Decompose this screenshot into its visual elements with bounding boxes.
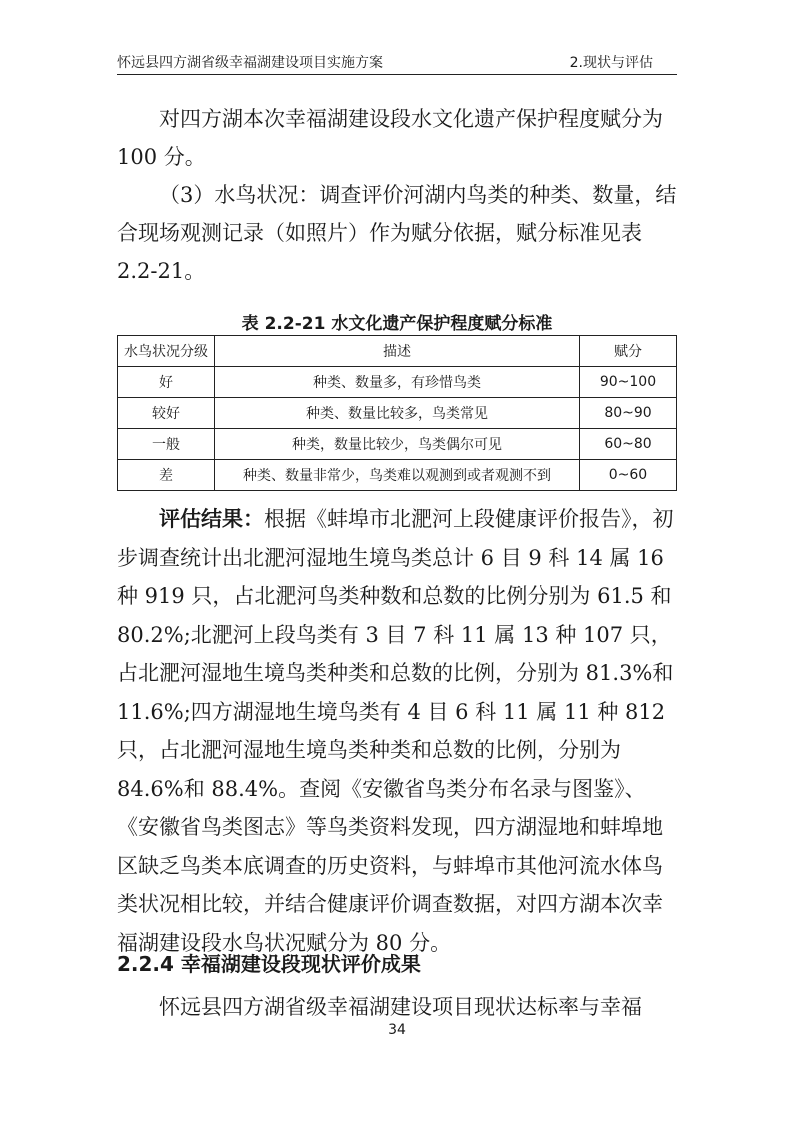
- table-cell-score: 80~90: [580, 398, 677, 429]
- table-header-row: [118, 336, 677, 367]
- table-cell-grade: 好: [118, 367, 215, 398]
- section-heading: 2.2.4 幸福湖建设段现状评价成果: [117, 952, 421, 976]
- page-number: 34: [388, 1022, 406, 1038]
- section-paragraph: 怀远县四方湖省级幸福湖建设项目现状达标率与幸福: [159, 995, 642, 1019]
- paragraph-heritage-score: 对四方湖本次幸福湖建设段水文化遗产保护程度赋分为 100 分。: [117, 107, 663, 169]
- table-row: [118, 460, 677, 491]
- table-row: [118, 367, 677, 398]
- table-cell-grade: 一般: [118, 429, 215, 460]
- table-row: [118, 398, 677, 429]
- scoring-standard-table: [117, 335, 677, 491]
- table-header-cell: 水鸟状况分级: [118, 336, 215, 367]
- header-document-title: 怀远县四方湖省级幸福湖建设项目实施方案: [117, 55, 383, 71]
- table-cell-description: 种类、数量比较多，鸟类常见: [215, 398, 580, 429]
- table-cell-description: 种类，数量比较少，鸟类偶尔可见: [215, 429, 580, 460]
- evaluation-result-label: 评估结果：: [159, 507, 264, 531]
- header-chapter-title: 2.现状与评估: [569, 55, 653, 71]
- table-cell-description: 种类、数量多，有珍惜鸟类: [215, 367, 580, 398]
- table-header-cell: 描述: [215, 336, 580, 367]
- table-cell-score: 90~100: [580, 367, 677, 398]
- evaluation-result-text: 根据《蚌埠市北淝河上段健康评价报告》，初步调查统计出北淝河湿地生境鸟类总计 6 目 9 科 14 属 16 种 919 只，占北淝河鸟类种数和总数的比例分别为 61.5 和 80.2%;北淝河上段鸟类有 3 目 7 科 11 属 13 种 107 只，占北淝河湿地生境鸟类种类和总数的比例，分别为 81.3%和 11.6%;四方湖湿地生境鸟类有 4 目 6 科 11 属 11 种 812 只，占北淝河湿地生境鸟类种类和总数的比例，分别为 84.6%和 88.4%。查阅《安徽省鸟类分布名录与图鉴》、《安徽省鸟类图志》等鸟类资料发现，四方湖湿地和蚌埠地区缺乏鸟类本底调查的历史资料，与蚌埠市其他河流水体鸟类状况相比较，并结合健康评价调查数据，对四方湖本次幸福湖建设段水鸟状况赋分为 80 分。: [117, 507, 674, 955]
- table-cell-description: 种类、数量非常少，鸟类难以观测到或者观测不到: [215, 460, 580, 491]
- table-cell-score: 0~60: [580, 460, 677, 491]
- paragraph-waterbird-criteria: （3）水鸟状况：调查评价河湖内鸟类的种类、数量，结合现场观测记录（如照片）作为赋分依据，赋分标准见表 2.2-21。: [117, 183, 677, 283]
- table-cell-grade: 较好: [118, 398, 215, 429]
- evaluation-result-paragraph: [117, 500, 677, 962]
- table-cell-score: 60~80: [580, 429, 677, 460]
- table-cell-grade: 差: [118, 460, 215, 491]
- table-header-cell: 赋分: [580, 336, 677, 367]
- table-row: [118, 429, 677, 460]
- table-caption: 表 2.2-21 水文化遗产保护程度赋分标准: [241, 314, 553, 334]
- page-header: [117, 48, 677, 75]
